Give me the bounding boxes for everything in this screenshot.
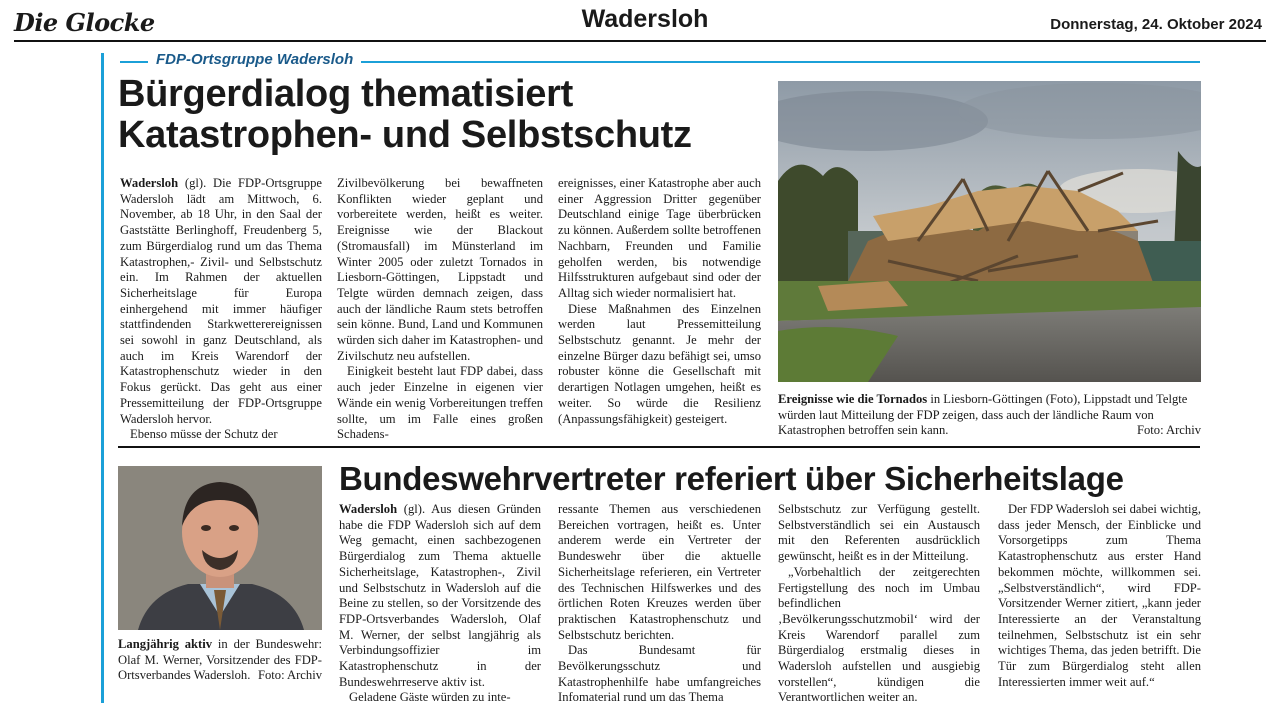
tornado-damage-illustration: [778, 81, 1201, 382]
article1-column-3: [558, 176, 761, 427]
issue-date: Donnerstag, 24. Oktober 2024: [1050, 16, 1262, 33]
article2-col1-para2: Geladene Gäste würden zu inte-: [349, 690, 511, 705]
newspaper-logo: Die Glocke: [14, 8, 155, 37]
portrait-photo-credit: Foto: Archiv: [257, 668, 322, 683]
article2-dateline: Wadersloh: [339, 502, 398, 516]
portrait-caption-lead: Langjährig aktiv: [118, 637, 213, 651]
article-accent-bar: [101, 53, 104, 703]
article2-col2-para1: ressante Themen aus verschiedenen Bereichen vortragen, heißt es. Unter anderem werde ein Vertreter der Bundeswehr über die aktuelle Sicherheitslage referieren, ein Vertreter des Technischen Hilfswerkes und des örtlichen Roten Kreuzes werden über praktischen Katastrophenschutz und Selbstschutz berichten.: [558, 502, 761, 642]
tornado-caption-text: in Liesborn-Göttingen (Foto), Lippstadt und Telgte würden laut Mitteilung der FDP zeigen, dass auch der ländliche Raum von Katastrophen betroffen sein kann.: [778, 392, 1188, 438]
article2-col3-para1: Selbstschutz zur Verfügung gestellt. Selbstverständlich sei ein Austausch mit den Referenten ausdrücklich gewünscht, heißt es in der Mitteilung.: [778, 502, 980, 564]
article2-col3-para2: „Vorbehaltlich der zeitgerechten Fertigstellung des noch im Umbau befindlichen ‚Bevölkerungsschutzmobil‘ wird der Kreis Warendorf parallel zum Bürgerdialog erstmalig dieses in Wadersloh aufstellen und ausgiebig vorstellen“, kündigen die Verantwortlichen weiter an.: [778, 564, 980, 705]
portrait-illustration: [118, 466, 322, 630]
kicker: FDP-Ortsgruppe Wadersloh: [148, 51, 361, 68]
article2-column-3: [778, 502, 980, 706]
article1-headline-line2: Katastrophen- und Selbstschutz: [118, 114, 692, 156]
tornado-damage-photo: [778, 81, 1201, 382]
article1-col1-para2: Ebenso müsse der Schutz der: [130, 427, 278, 442]
portrait-caption: [118, 637, 322, 684]
article1-col2-para1: Zivilbevölkerung bei bewaffneten Konflikten wieder geplant und vorbereitete werden, heißt es weiter. Ereignisse wie der Blackout (Stromausfall) im Münsterland im Winter 2005 oder zuletzt Tornados in Liesborn-Göttingen, Lippstadt und Telgte würden demnach zeigen, dass auch der ländliche Raum stets betroffen sein könne. Bund, Land und Kommunen würden sich daher im Katastrophen- und Zivilschutz neu aufstellen.: [337, 176, 543, 363]
tornado-photo-credit: Foto: Archiv: [1136, 423, 1201, 438]
article1-col1-para1: [120, 176, 322, 427]
article1-dateline: Wadersloh: [120, 176, 179, 190]
article2-column-4: [998, 502, 1201, 690]
article1-col3-para1: ereignisses, einer Katastrophe aber auch einer Aggression Dritter gegenüber Deutschland einige Tage überbrücken zu können. Außerdem sollte betroffenen Nachbarn, Freunden und Familie geholfen werden, bis notwendige Hilfsstrukturen aufgebaut sind oder der Alltag sich wieder normalisiert hat.: [558, 176, 761, 300]
article1-column-2: [337, 176, 543, 443]
article2-col1-para1: [339, 502, 541, 690]
portrait-caption-text: in der Bundeswehr: Olaf M. Werner, Vorsitzender des FDP-Ortsverbandes Wadersloh.: [118, 637, 322, 683]
article2-column-1: [339, 502, 541, 706]
portrait-photo: [118, 466, 322, 630]
tornado-caption-lead: Ereignisse wie die Tornados: [778, 392, 928, 406]
article1-column-1: [120, 176, 322, 443]
masthead-rule: [14, 40, 1266, 42]
article2-col1-text1: (gl). Aus diesen Gründen habe die FDP Wadersloh sich auf dem Weg gemacht, einen sachbezogenen Bürgerdialog zum Thema aktuelle Sicherheitslage, Katastrophen-, Zivil und Selbstschutz in Wadersloh auf die Beine zu stellen, so der Vorsitzende des FDP-Ortsverbandes Wadersloh, Olaf M. Werner, der selbst langjährig als Verbindungsoffizier im Katastrophenschutz in der Bundeswehrreserve aktiv ist.: [339, 502, 541, 689]
article2-column-2: [558, 502, 761, 706]
article1-col1-text1: (gl). Die FDP-Ortsgruppe Wadersloh lädt am Mittwoch, 6. November, ab 18 Uhr, in den Saal der Gaststätte Berlinghoff, Freudenberg 5, zum Bürgerdialog rund um das Thema Katastrophen,- Zivil- und Selbstschutz ein. Im Rahmen der aktuellen Sicherheitslage für Europa einhergehend mit immer häufiger stattfindenden Starkwetterereignissen sei sowohl in ganz Deutschland, als auch im Kreis Warendorf der Katastrophenschutz wieder in den Fokus gerückt. Das geht aus einer Pressemitteilung der FDP-Ortsgruppe Wadersloh hervor.: [120, 176, 322, 426]
article1-col3-para2: Diese Maßnahmen des Einzelnen werden laut Pressemitteilung Selbstschutz genannt. Je mehr der einzelne Bürger dazu befähigt sei, umso robuster könne die Gesellschaft mit derartigen Notlagen umgehen, heißt es weiter. So würde die Resilienz (Anpassungsfähigkeit) gesteigert.: [558, 301, 761, 426]
article-divider: [118, 446, 1200, 448]
article2-headline: Bundeswehrvertreter referiert über Sicherheitslage: [339, 460, 1124, 497]
article1-col2-para2: Einigkeit besteht laut FDP dabei, dass auch jeder Einzelne in eigenen vier Wände ein wenig Vorbereitungen treffen sollte, um im Falle eines großen Schadens-: [337, 364, 543, 442]
article1-headline: [118, 74, 768, 156]
tornado-photo-caption: [778, 392, 1201, 439]
section-title: Wadersloh: [581, 5, 709, 33]
article2-col2-para2: Das Bundesamt für Bevölkerungsschutz und Katastrophenhilfe habe umfangreiches Infomaterial rund um das Thema: [558, 643, 761, 705]
article1-headline-line1: Bürgerdialog thematisiert: [118, 73, 573, 115]
article2-col4-para1: Der FDP Wadersloh sei dabei wichtig, dass jeder Mensch, der Einblicke und Vorsorgetipps zum Thema Katastrophenschutz aus erster Hand bekommen möchte, willkommen sei. „Selbstverständlich“, wird FDP-Vorsitzender Werner zitiert, „kann jeder Interessierte an der Veranstaltung teilnehmen, Selbstschutz ist ein sehr wichtiges Thema, das jeden betrifft. Die Tür zum Bürgerdialog steht allen Interessierten immer weit auf.“: [998, 502, 1201, 689]
